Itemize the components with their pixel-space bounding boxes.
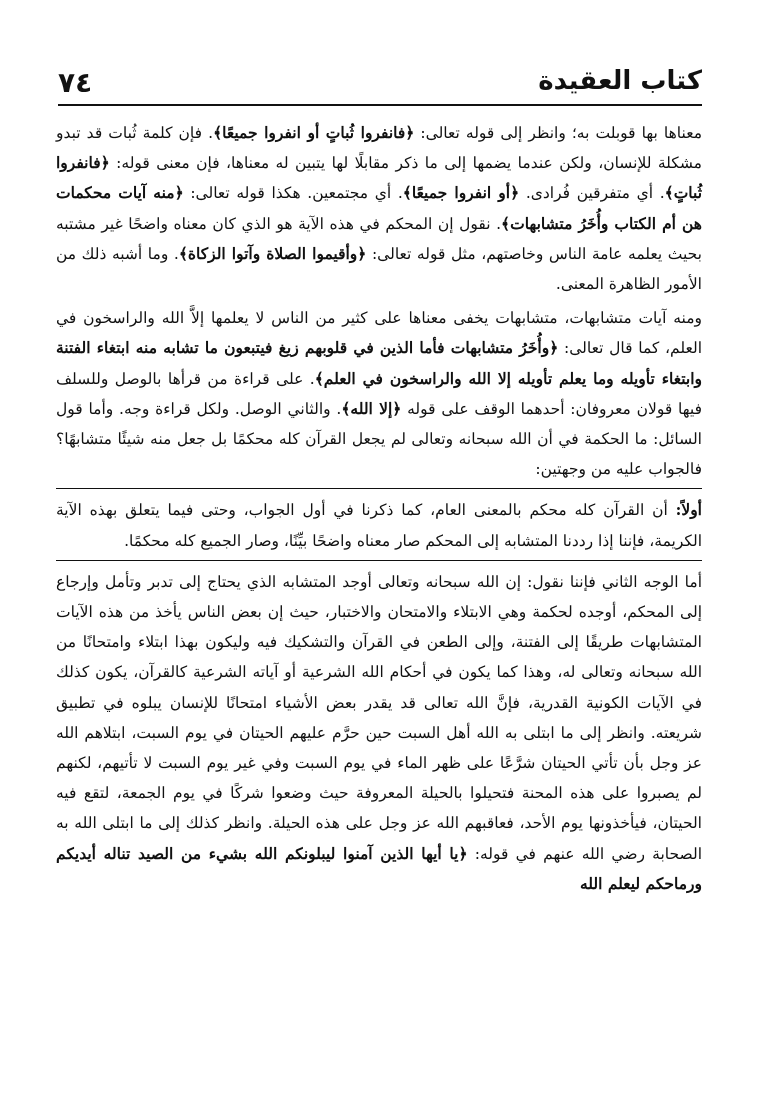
body-text (56, 118, 702, 899)
page-header (58, 56, 702, 106)
section-divider (56, 560, 702, 561)
paragraph-3 (56, 495, 702, 555)
paragraph-4 (56, 567, 702, 899)
text-run: ومنه آيات متشابهات، متشابهات يخفى معناها على كثير من الناس لا يعلمها إلاَّ الله والراسخون في العلم، كما قال تعالى: (56, 309, 702, 358)
quran-quote: ﴿فانفروا ثُباتٍ﴾ (56, 153, 703, 203)
text-run: أما الوجه الثاني فإننا نقول: إن الله سبحانه وتعالى أوجد المتشابه الذي يحتاج إلى تدبر وتأمل وإرجاع إلى المحكم، أوجده لحكمة وهي الابتلاء والامتحان والاختبار، حيث إن بعض الناس يأخذ من هذه الآيات المتشابهات طريقًا إلى الفتنة، وإلى الطعن في القرآن والتشكيك فيه وليكون بهذا ابتلاء وامتحانًا من الله سبحانه وتعالى له، وهذا كما يكون في أحكام الله الشرعية أو آياته الشرعية كالقرآن، يكون كذلك في الآيات الكونية القدرية، فإنَّ الله تعالى قد يقدر بعض الأشياء امتحانًا للإنسان يبلوه في تطبيق شريعته. وانظر إلى ما ابتلى به الله أهل السبت حين حرَّم عليهم الحيتان في يوم السبت، ابتلاهم الله عز وجل بأن تأتي الحيتان شرَّعًا على ظهر الماء في يوم السبت وفي غير يوم السبت لا تأتيهم، لكنهم لم يصبروا على هذه المحنة فتحيلوا بالحيلة المعروفة حيث وضعوا شركًا في يوم الجمعة، لتقع فيه الحيتان، فيأخذونها يوم الأحد، فعاقبهم الله عز وجل على هذه الحيلة. وانظر كذلك إلى ما ابتلى الله به الصحابة رضي الله عنهم في قوله: (56, 572, 703, 863)
quran-quote: ﴿أو انفروا جميعًا﴾ (402, 183, 520, 203)
quran-quote: ﴿وأُخَرُ متشابهات فأما الذين في قلوبهم زيغ فيتبعون ما تشابه منه ابتغاء الفتنة وابتغاء تأويله وما يعلم تأويله إلا الله والراسخون في العلم﴾ (56, 338, 702, 388)
paragraph-1 (56, 118, 702, 299)
text-run: . أي مجتمعين. هكذا قوله تعالى: (183, 184, 403, 203)
point-label: أولاً: (675, 500, 702, 520)
quran-quote: ﴿منه آيات محكمات هن أم الكتاب وأُخَرُ متشابهات﴾ (56, 183, 702, 233)
section-divider (56, 488, 702, 489)
book-title: كتاب العقيدة (538, 66, 702, 96)
quran-quote: ﴿يا أيها الذين آمنوا ليبلونكم الله بشيء من الصيد تناله أيديكم ورماحكم ليعلم الله (56, 843, 702, 893)
text-run: . والثاني الوصل. ولكل قراءة وجه. وأما قول السائل: ما الحكمة في أن الله سبحانه وتعالى لم يجعل القرآن كله محكمًا بل جعل منه شيئًا متشابهًا؟ فالجواب عليه من وجهتين: (56, 399, 702, 479)
text-run: . أي متفرقين فُرادى. (519, 184, 665, 203)
text-run: معناها بها قوبلت به؛ وانظر إلى قوله تعالى: (414, 124, 702, 142)
quran-quote: ﴿فانفروا ثُباتٍ أو انفروا جميعًا﴾ (213, 123, 415, 142)
text-run: . فإن كلمة ثُبات قد تبدو مشكلة للإنسان، ولكن عندما يضمها إلى ما ذكر مقابلًا لها يتبين له معناها، فإن معنى قوله: (56, 124, 702, 173)
paragraph-2 (56, 303, 702, 484)
page-number: ٧٤ (58, 66, 93, 99)
text-run: . على قراءة من قرأها بالوصل وللسلف فيها قولان معروفان: أحدهما الوقف على قوله (56, 369, 702, 418)
quran-quote: ﴿إلا الله﴾ (341, 398, 402, 418)
text-run: . وما أشبه ذلك من الأمور الظاهرة المعنى. (56, 244, 702, 294)
text-run: . نقول إن المحكم في هذه الآية هو الذي كان معناه واضحًا غير مشتبه بحيث يعلمه عامة الناس وخاصتهم، مثل قوله تعالى: (56, 214, 702, 263)
quran-quote: ﴿وأقيموا الصلاة وآتوا الزكاة﴾ (178, 243, 367, 263)
text-run: أن القرآن كله محكم بالمعنى العام، كما ذكرنا في أول الجواب، وحتى فيما يتعلق بهذه الآية الكريمة، فإننا إذا رددنا المتشابه إلى المحكم صار معناه واضحًا بيِّنًا، وصار الجميع كله محكمًا. (56, 501, 702, 550)
